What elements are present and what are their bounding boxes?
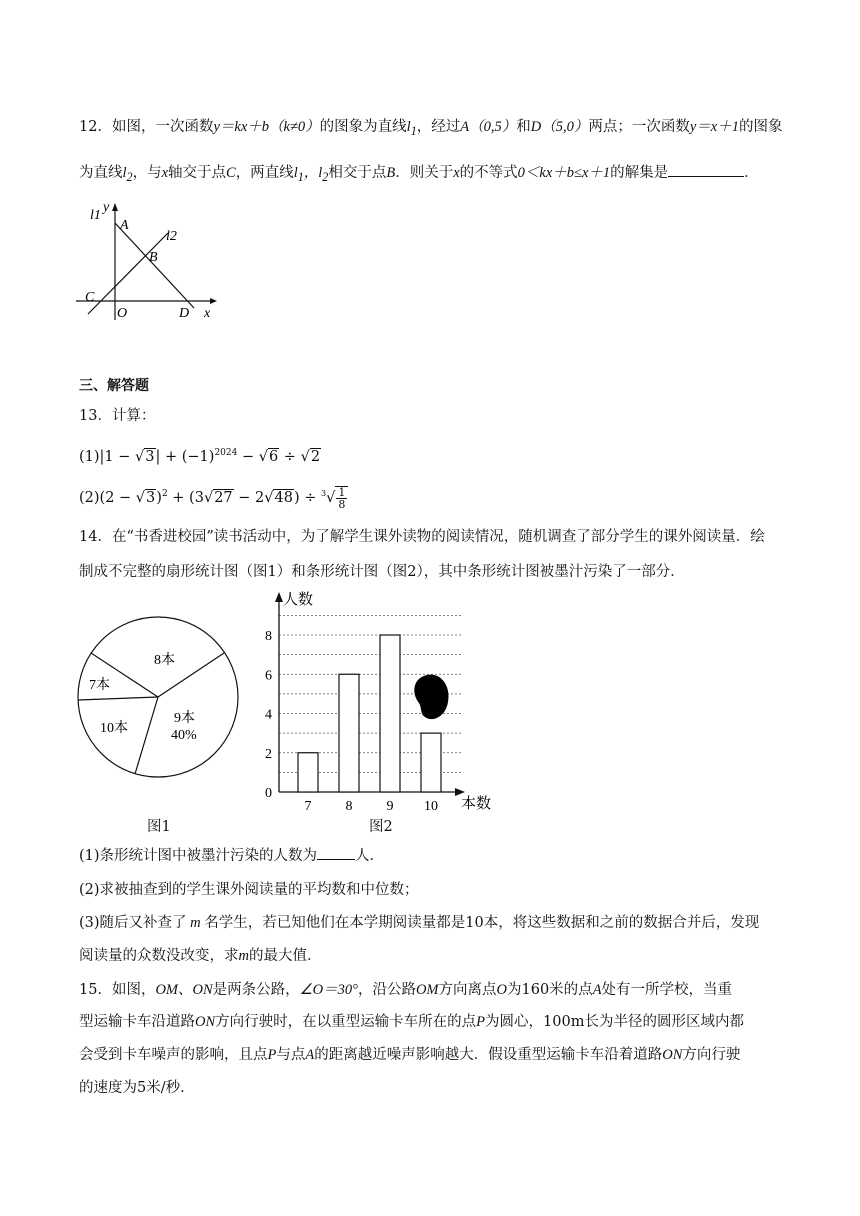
point-d: D（5,0） (530, 119, 589, 135)
q14-sub3-line2: 阅读量的众数没改变，求m的最大值． (79, 948, 322, 964)
x-axis-label: 本数 (461, 796, 492, 812)
label-A: A (120, 218, 129, 233)
x-axis-arrow (455, 788, 465, 796)
formula-l2: y＝x＋1 (689, 119, 739, 135)
q14-sub1-blank (317, 845, 355, 860)
pie-label-8: 8本 (154, 653, 175, 668)
q14-sub2: (2)求被抽查到的学生课外阅读量的平均数和中位数； (79, 882, 419, 898)
bar-10 (421, 733, 441, 792)
inequality: 0＜kx＋b≤x＋1 (517, 165, 611, 181)
bar-chart (255, 590, 500, 812)
q14-sub1: (1)条形统计图中被墨汁污染的人数为 人． (79, 845, 384, 866)
x-tick-label: 7 (304, 799, 312, 812)
pie-label-10: 10本 (100, 721, 128, 736)
y-tick-label: 6 (265, 668, 272, 684)
bar-caption: 图2 (369, 819, 393, 835)
q15-line-4: 的速度为5米/秒． (79, 1080, 195, 1096)
y-tick-label: 4 (265, 707, 272, 723)
y-axis-label: 人数 (283, 592, 314, 608)
answer-blank (668, 162, 744, 177)
label-C: C (85, 290, 95, 305)
q13-part2: $(2)(2 - √3)^2 + (3√27 - 2√48) \div ^3√$ $\frac{1}{8}$ (79, 484, 348, 510)
q13-part1: $(1)|1 - √3| + (-1)^{2024} - √6 \div √2$ (79, 448, 321, 465)
label-x: x (204, 306, 211, 321)
q14-line-1: 14．在“书香进校园”读书活动中，为了解学生课外读物的阅读情况，随机调查了部分学生的课外阅读量．绘 (79, 529, 765, 545)
q14-line-2: 制成不完整的扇形统计图（图1）和条形统计图（图2），其中条形统计图被墨汁污染了一部分． (79, 564, 685, 580)
y-axis-arrow (275, 592, 283, 602)
label-l1: l1 (90, 208, 101, 223)
bar-8 (339, 674, 359, 792)
x-tick-label: 9 (386, 799, 394, 812)
formula-linear: y＝kx＋b（k≠0） (213, 119, 320, 135)
y-tick-label: 2 (265, 746, 272, 762)
q12-line-1: 12．如图，一次函数y＝kx＋b（k≠0）的图象为直线$l_1$，经过A（0,5）和D（5,0）两点；一次函数y＝x＋1的图象 (79, 119, 783, 138)
label-l2: l2 (166, 229, 177, 244)
pie-caption: 图1 (147, 819, 171, 835)
x-tick-label: 8 (345, 799, 353, 812)
pie-label-7: 7本 (89, 678, 110, 693)
bar-7 (298, 753, 318, 792)
x-tick-label: 10 (424, 799, 438, 812)
q13-title: 13．计算： (79, 408, 156, 424)
bar-9 (380, 635, 400, 792)
ink-blot (414, 675, 448, 720)
q15-line-2: 型运输卡车沿道路ON方向行驶时，在以重型运输卡车所在的点P为圆心，100m长为半径的圆形区域内都 (79, 1014, 744, 1030)
point-a: A（0,5） (460, 119, 517, 135)
label-D: D (179, 306, 190, 321)
pie-label-percent: 40% (171, 728, 197, 743)
label-B: B (149, 250, 158, 265)
pie-label-9: 9本 (174, 711, 195, 726)
label-y: y (103, 200, 110, 215)
y-tick-label: 0 (265, 786, 272, 801)
q15-line-3: 会受到卡车噪声的影响，且点P与点A的距离越近噪声影响越大．假设重型运输卡车沿着道路ON方向行驶 (79, 1047, 741, 1063)
q15-line-1: 15．如图，OM、ON是两条公路，∠O＝30°，沿公路OM方向离点O为160米的点A处有一所学校，当重 (79, 982, 733, 998)
q12-line-2: 为直线$l_2$，与x轴交于点C，两直线$l_1$，$l_2$相交于点B．则关于x的不等式0＜kx＋b≤x＋1的解集是 ． (79, 162, 759, 187)
pie-chart (74, 614, 244, 779)
q14-sub3: (3)随后又补查了 m 名学生，若已知他们在本学期阅读量都是10本，将这些数据和之前的数据合并后，发现 (79, 915, 760, 931)
label-O: O (117, 306, 128, 321)
y-tick-label: 8 (265, 629, 272, 644)
section-title: 三、解答题 (79, 378, 149, 394)
q12-number: 12． (79, 119, 112, 135)
q12-figure (76, 198, 226, 324)
